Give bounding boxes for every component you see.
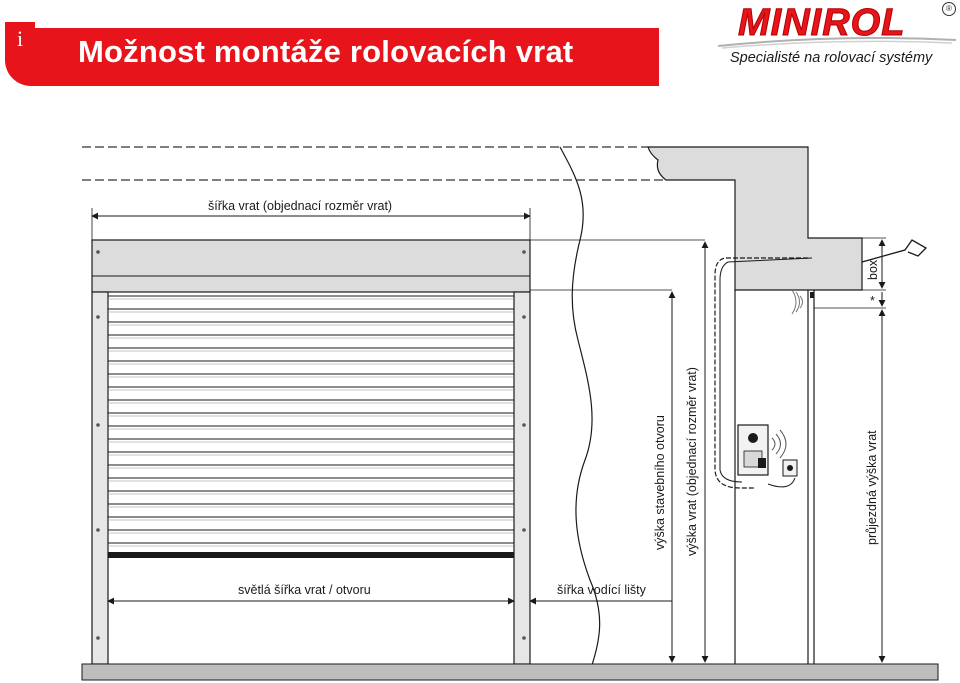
socket-cable [768,478,795,487]
label-box: box [866,259,880,280]
right-guide-rail [514,292,530,664]
label-opening-height: výška stavebního otvoru [653,415,667,550]
wireless-signal-icon [772,430,786,458]
label-door-width: šířka vrat (objednací rozměr vrat) [208,199,393,213]
ceiling-lintel [648,147,862,290]
roller-box [92,240,530,292]
logo-tagline: Specialisté na rolovací systémy [730,50,933,66]
registered-mark: ® [942,2,956,16]
label-clear-width: světlá šířka vrat / otvoru [238,583,371,597]
page-title: Možnost montáže rolovacích vrat [78,34,574,69]
logo-wordmark: MINIROL [738,2,906,44]
info-icon[interactable]: i [5,22,35,58]
floor [82,664,938,680]
door-curtain [108,296,514,546]
crank-handle [862,240,926,262]
left-guide-rail [92,292,108,664]
label-guide-width: šířka vodící lišty [557,583,646,597]
label-clear-height: průjezdná výška vrat [865,430,879,545]
sensor-signal-icon [792,290,803,314]
label-asterisk: * [870,294,875,308]
bottom-bar [108,552,514,558]
label-door-height: výška vrat (objednací rozměr vrat) [685,367,699,556]
